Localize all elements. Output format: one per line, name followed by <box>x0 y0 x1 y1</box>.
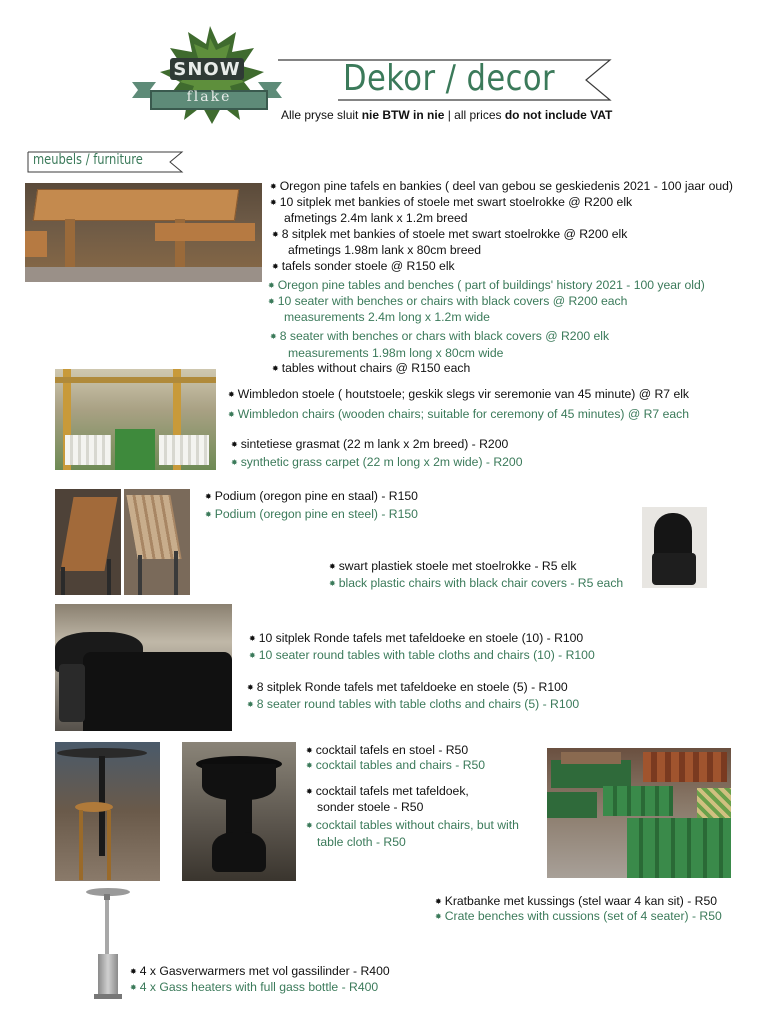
wimbledon-chairs-photo <box>55 369 216 470</box>
black-chair-photo <box>642 507 707 588</box>
cocktail-af2b: sonder stoele - R50 <box>317 800 424 814</box>
oregon-en-line5: measurements 1.98m long x 80cm wide <box>288 346 504 360</box>
wimbledon-en: ✸ Wimbledon chairs (wooden chairs; suitable for ceremony of 45 minutes) @ R7 each <box>228 407 690 421</box>
podium-en: ✸ Podium (oregon pine en steel) - R150 <box>205 507 418 521</box>
cocktail-cloth-photo <box>182 742 296 881</box>
cocktail-en1: ✸ cocktail tables and chairs - R50 <box>306 758 486 772</box>
section-label: meubels / furniture <box>33 152 143 168</box>
cocktail-en2a: ✸ cocktail tables without chairs, but with <box>306 818 519 832</box>
oregon-af-line4: ✸ 8 sitplek met bankies of stoele met swart stoelrokke @ R200 elk <box>272 227 628 241</box>
grass-en: ✸ synthetic grass carpet (22 m long x 2m wide) - R200 <box>231 455 523 469</box>
oregon-en-line1: ✸ Oregon pine tables and benches ( part of buildings' history 2021 - 100 year old) <box>268 278 705 292</box>
heater-en: ✸ 4 x Gass heaters with full gass bottle - R400 <box>130 980 379 994</box>
oregon-af-line5: afmetings 1.98m lank x 80cm breed <box>288 243 482 257</box>
cocktail-af2a: ✸ cocktail tafels met tafeldoek, <box>306 784 469 798</box>
page-title: Dekor / decor <box>343 58 555 99</box>
crate-en: ✸ Crate benches with cussions (set of 4 seater) - R50 <box>435 909 722 923</box>
crate-benches-photo <box>547 748 731 878</box>
logo-top-text: SNOW <box>173 59 241 80</box>
podium-af: ✸ Podium (oregon pine en staal) - R150 <box>205 489 418 503</box>
crate-af: ✸ Kratbanke met kussings (stel waar 4 kan sit) - R50 <box>435 894 717 908</box>
oregon-en-line6: ✸ tables without chairs @ R150 each <box>272 361 471 375</box>
wimbledon-af: ✸ Wimbledon stoele ( houtstoele; geskik slegs vir seremonie van 45 minute) @ R7 elk <box>228 387 690 401</box>
oregon-af-line3: afmetings 2.4m lank x 1.2m breed <box>284 211 468 225</box>
snowflake-logo <box>132 24 282 124</box>
oregon-en-line2: ✸ 10 seater with benches or chairs with black covers @ R200 each <box>268 294 628 308</box>
podium-photo-2 <box>124 489 190 595</box>
round10-en: ✸ 10 seater round tables with table cloths and chairs (10) - R100 <box>249 648 595 662</box>
gas-heater-photo <box>86 886 130 1000</box>
round8-en: ✸ 8 seater round tables with table cloths and chairs (5) - R100 <box>247 697 580 711</box>
vat-note: Alle pryse sluit nie BTW in nie | all prices do not include VAT <box>281 108 613 122</box>
oregon-af-line2: ✸ 10 sitplek met bankies of stoele met swart stoelrokke @ R200 elk <box>270 195 633 209</box>
plastic-af: ✸ swart plastiek stoele met stoelrokke - R5 elk <box>329 559 577 573</box>
oregon-af-line6: ✸ tafels sonder stoele @ R150 elk <box>272 259 455 273</box>
grass-af: ✸ sintetiese grasmat (22 m lank x 2m breed) - R200 <box>231 437 509 451</box>
cocktail-af1: ✸ cocktail tafels en stoel - R50 <box>306 743 469 757</box>
plastic-en: ✸ black plastic chairs with black chair covers - R5 each <box>329 576 624 590</box>
oregon-pine-tables-photo <box>25 183 262 282</box>
podium-photo-1 <box>55 489 121 595</box>
cocktail-en2b: table cloth - R50 <box>317 835 406 849</box>
cocktail-table-photo <box>55 742 160 881</box>
oregon-en-line4: ✸ 8 seater with benches or chars with black covers @ R200 elk <box>270 329 610 343</box>
heater-af: ✸ 4 x Gasverwarmers met vol gassilinder - R400 <box>130 964 390 978</box>
round10-af: ✸ 10 sitplek Ronde tafels met tafeldoeke en stoele (10) - R100 <box>249 631 584 645</box>
round-tables-photo <box>55 604 232 731</box>
oregon-af-line1: ✸ Oregon pine tafels en bankies ( deel van gebou se geskiedenis 2021 - 100 jaar oud) <box>270 179 733 193</box>
oregon-en-line3: measurements 2.4m long x 1.2m wide <box>284 310 490 324</box>
logo-bottom-text: flake <box>186 89 232 105</box>
round8-af: ✸ 8 sitplek Ronde tafels met tafeldoeke en stoele (5) - R100 <box>247 680 568 694</box>
